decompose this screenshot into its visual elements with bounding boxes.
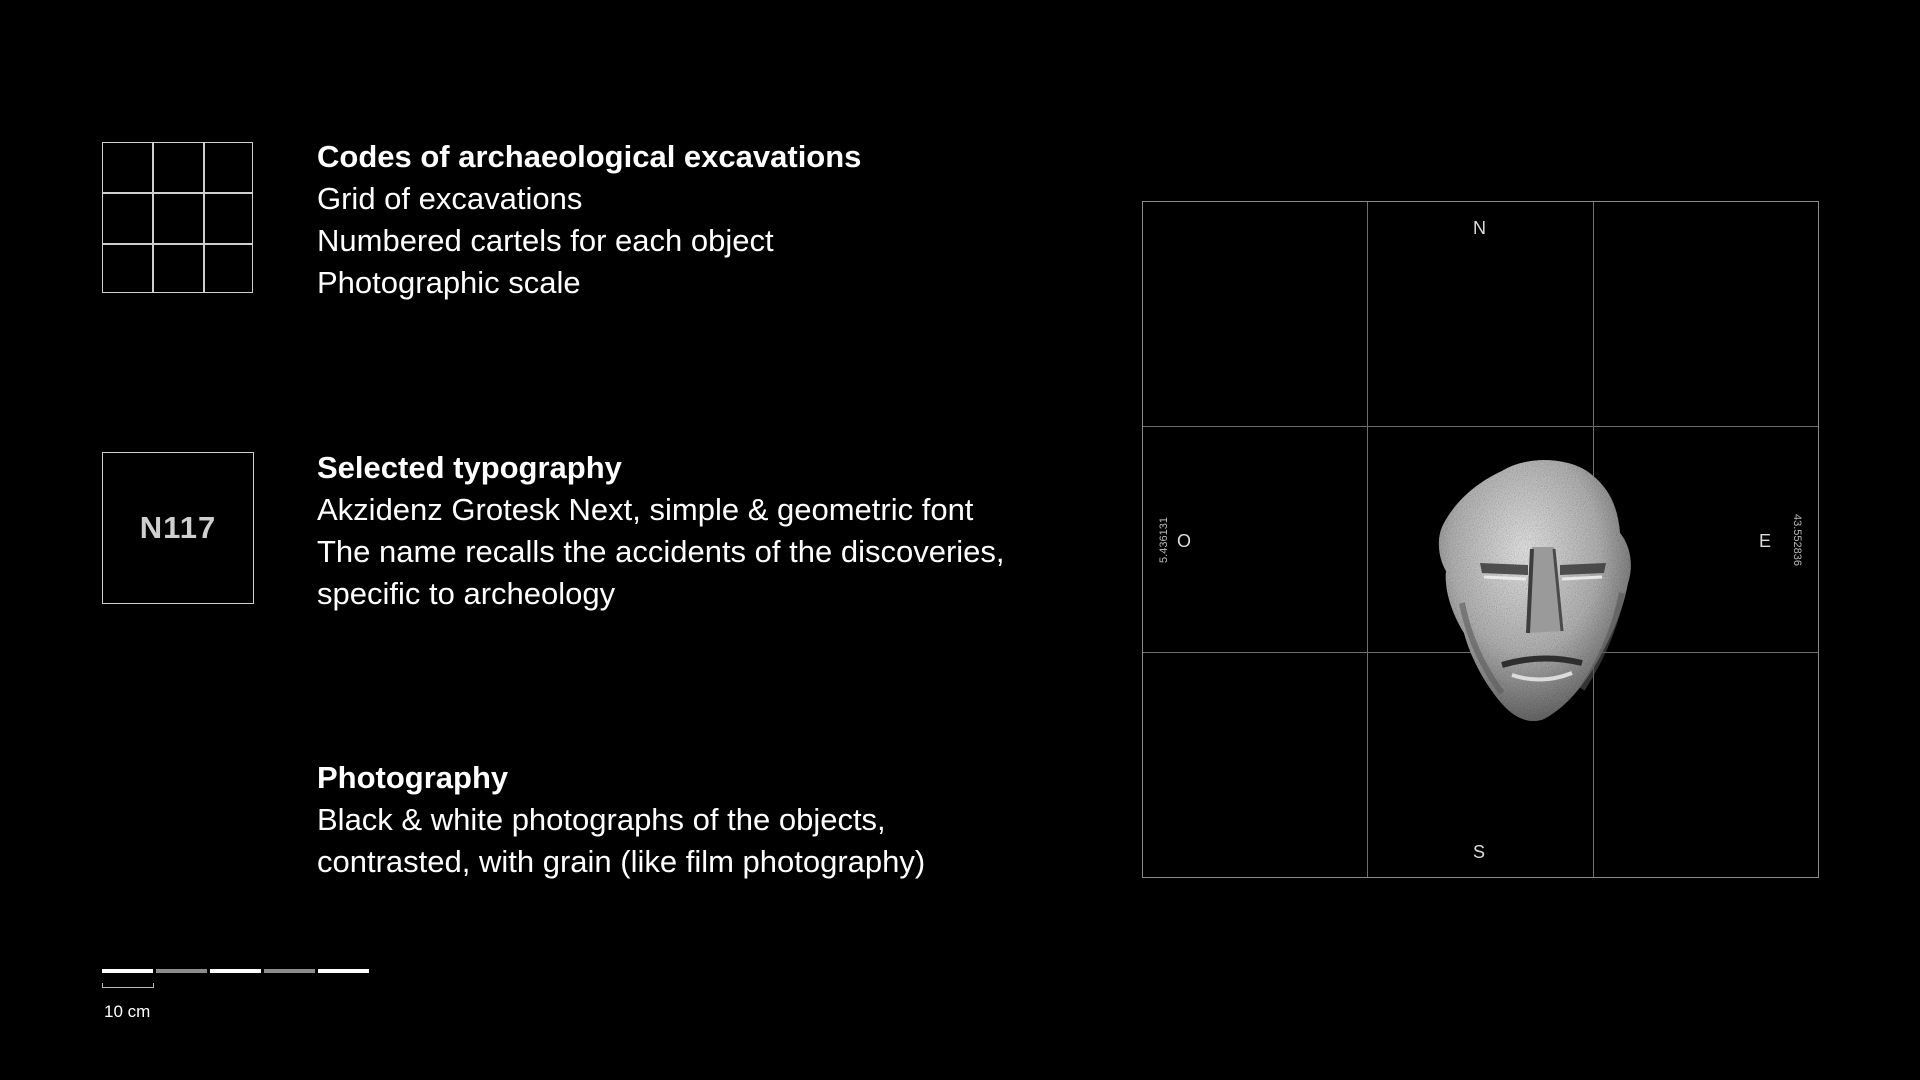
compass-south: S (1473, 842, 1486, 862)
stone-mask-photo (1432, 453, 1652, 725)
scale-segment (318, 969, 369, 973)
section-line: contrasted, with grain (like film photography) (317, 844, 926, 879)
compass-north: N (1473, 218, 1486, 238)
section-line: Photographic scale (317, 265, 581, 300)
cartel-code: N117 (139, 510, 217, 545)
section-line: specific to archeology (317, 576, 616, 611)
section-line: The name recalls the accidents of the discoveries, (317, 534, 1005, 569)
section-typography (317, 447, 1005, 615)
coordinate-left: 5.436131 (1158, 517, 1170, 563)
coordinate-right: 43.552836 (1791, 514, 1803, 566)
compass-west: O (1177, 531, 1192, 551)
scale-segment (156, 969, 207, 973)
section-line: Numbered cartels for each object (317, 223, 774, 258)
section-excavation-codes (317, 136, 861, 304)
section-line: Grid of excavations (317, 181, 583, 216)
section-line: Akzidenz Grotesk Next, simple & geometric font (317, 492, 974, 527)
section-line: Black & white photographs of the objects, (317, 802, 886, 837)
scale-tick (102, 983, 154, 988)
section-title: Photography (317, 760, 509, 795)
excavation-grid-icon (102, 142, 253, 293)
compass-east: E (1759, 531, 1772, 551)
section-title: Selected typography (317, 450, 622, 485)
section-title: Codes of archaeological excavations (317, 139, 862, 174)
scale-segment (264, 969, 315, 973)
cartel-icon (102, 452, 254, 604)
scale-segment (102, 969, 153, 973)
section-photography (317, 757, 925, 883)
scale-label: 10 cm (104, 1002, 151, 1021)
scale-segment (210, 969, 261, 973)
